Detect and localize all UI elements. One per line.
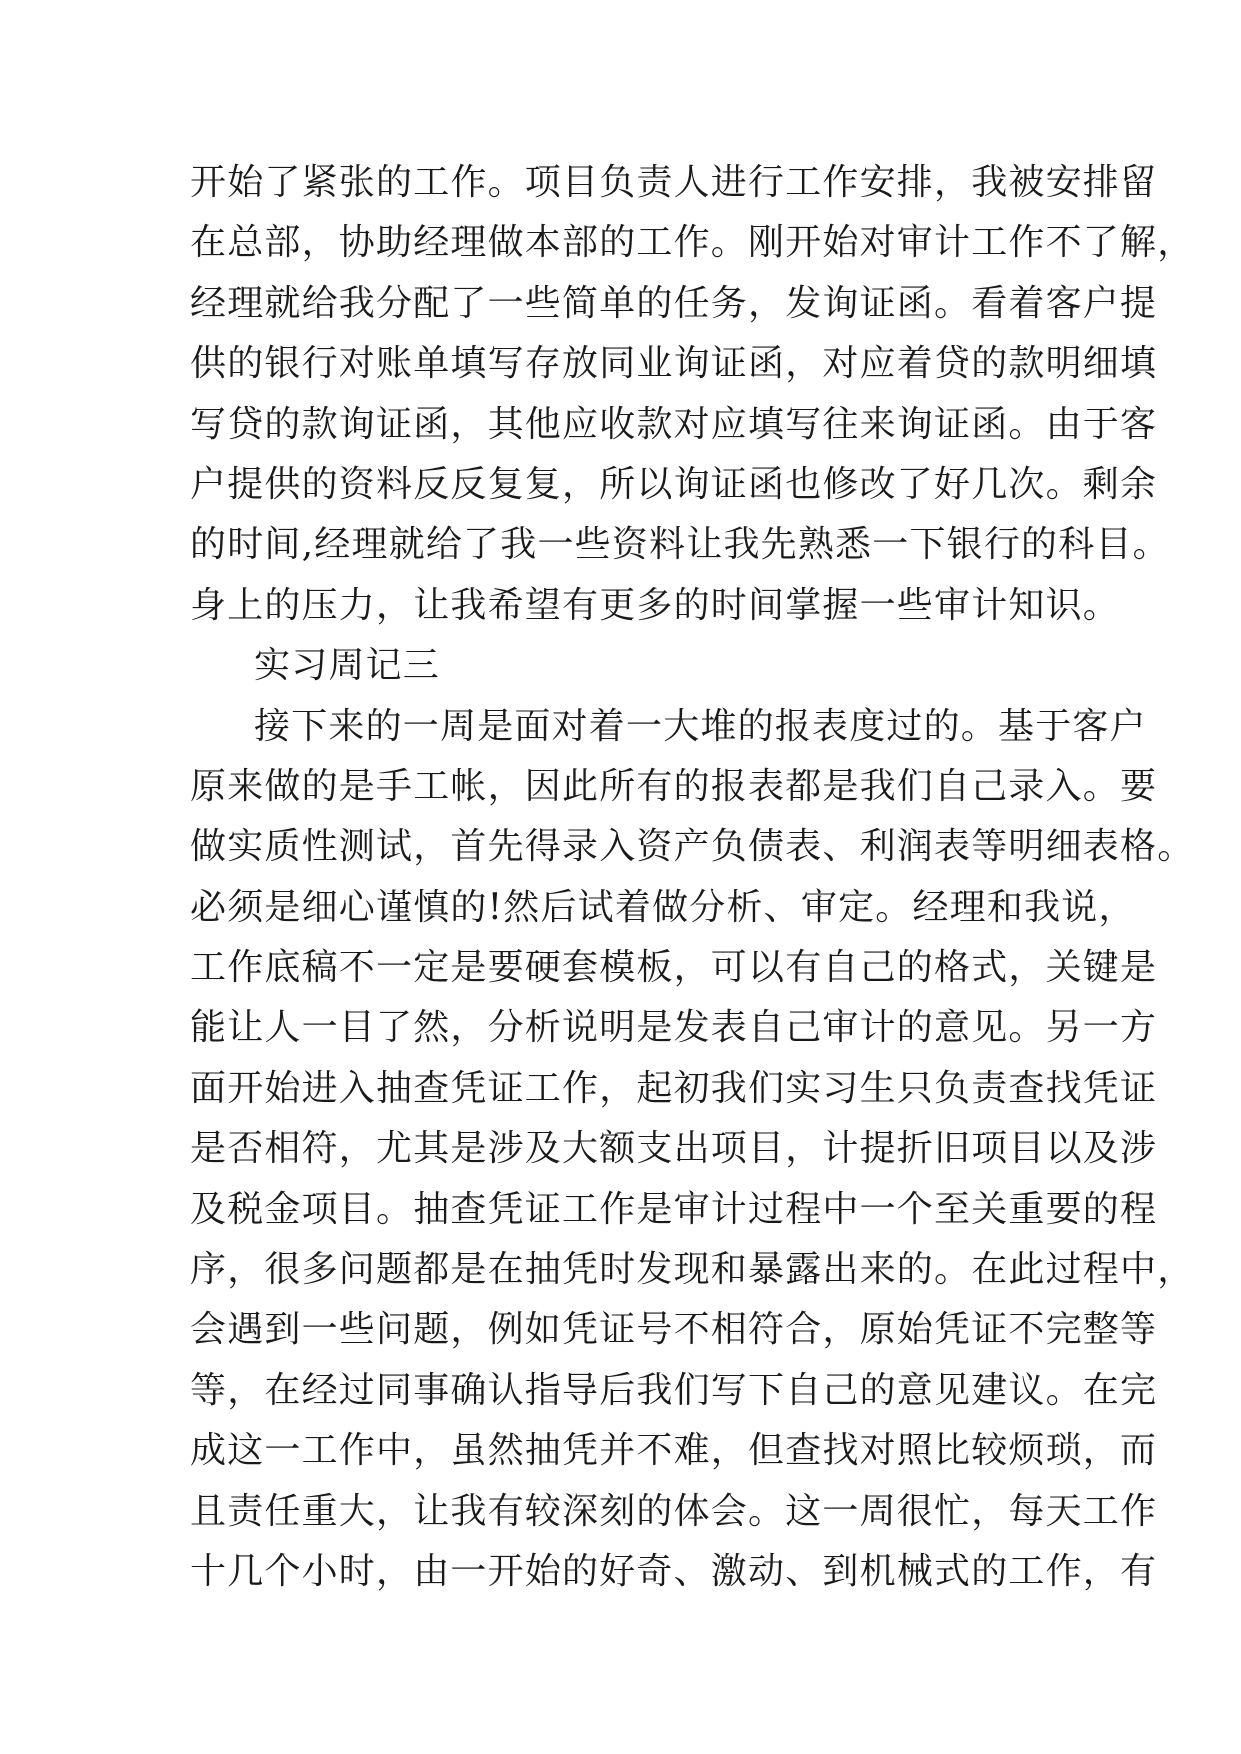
text-line: 十几个小时，由一开始的好奇、激动、到机械式的工作，有: [190, 1550, 1158, 1592]
text-line: 开始了紧张的工作。项目负责人进行工作安排，我被安排留: [190, 162, 1158, 203]
text-line: 会遇到一些问题，例如凭证号不相符合，原始凭证不完整等: [190, 1309, 1158, 1351]
document-body: [190, 153, 1195, 1602]
text-line: 身上的压力，让我希望有更多的时间掌握一些审计知识。: [190, 584, 1121, 626]
text-line: 及税金项目。抽查凭证工作是审计过程中一个至关重要的程: [190, 1188, 1158, 1230]
text-line: 工作底稿不一定是要硬套模板，可以有自己的格式，关键是: [190, 947, 1158, 989]
text-line: 写贷的款询证函，其他应收款对应填写往来询证函。由于客: [190, 403, 1158, 445]
text-line: 户提供的资料反反复复，所以询证函也修改了好几次。剩余: [190, 463, 1158, 505]
text-line: 必须是细心谨慎的!然后试着做分析、审定。经理和我说，: [190, 886, 1136, 928]
text-line: 接下来的一周是面对着一大堆的报表度过的。基于客户: [254, 705, 1147, 747]
text-line: 原来做的是手工帐，因此所有的报表都是我们自己录入。要: [190, 765, 1158, 807]
section-heading: 实习周记三: [254, 645, 441, 687]
text-line: 在总部，协助经理做本部的工作。刚开始对审计工作不了解，: [190, 222, 1195, 264]
text-line: 等，在经过同事确认指导后我们写下自己的意见建议。在完: [190, 1369, 1158, 1411]
text-line: 面开始进入抽查凭证工作，起初我们实习生只负责查找凭证: [190, 1067, 1158, 1109]
text-line: 经理就给我分配了一些简单的任务，发询证函。看着客户提: [190, 282, 1158, 324]
text-line: 成这一工作中，虽然抽凭并不难，但查找对照比较烦琐，而: [190, 1430, 1158, 1472]
text-line: 序，很多问题都是在抽凭时发现和暴露出来的。在此过程中，: [190, 1249, 1195, 1291]
text-line: 的时间,经理就给了我一些资料让我先熟悉一下银行的科目。: [190, 524, 1170, 566]
text-line: 能让人一目了然，分析说明是发表自己审计的意见。另一方: [190, 1007, 1158, 1049]
text-line: 供的银行对账单填写存放同业询证函，对应着贷的款明细填: [190, 343, 1158, 385]
text-line: 是否相符，尤其是涉及大额支出项目，计提折旧项目以及涉: [190, 1128, 1158, 1170]
text-line: 做实质性测试，首先得录入资产负债表、利润表等明细表格。: [190, 826, 1195, 868]
text-line: 且责任重大，让我有较深刻的体会。这一周很忙，每天工作: [190, 1490, 1158, 1532]
